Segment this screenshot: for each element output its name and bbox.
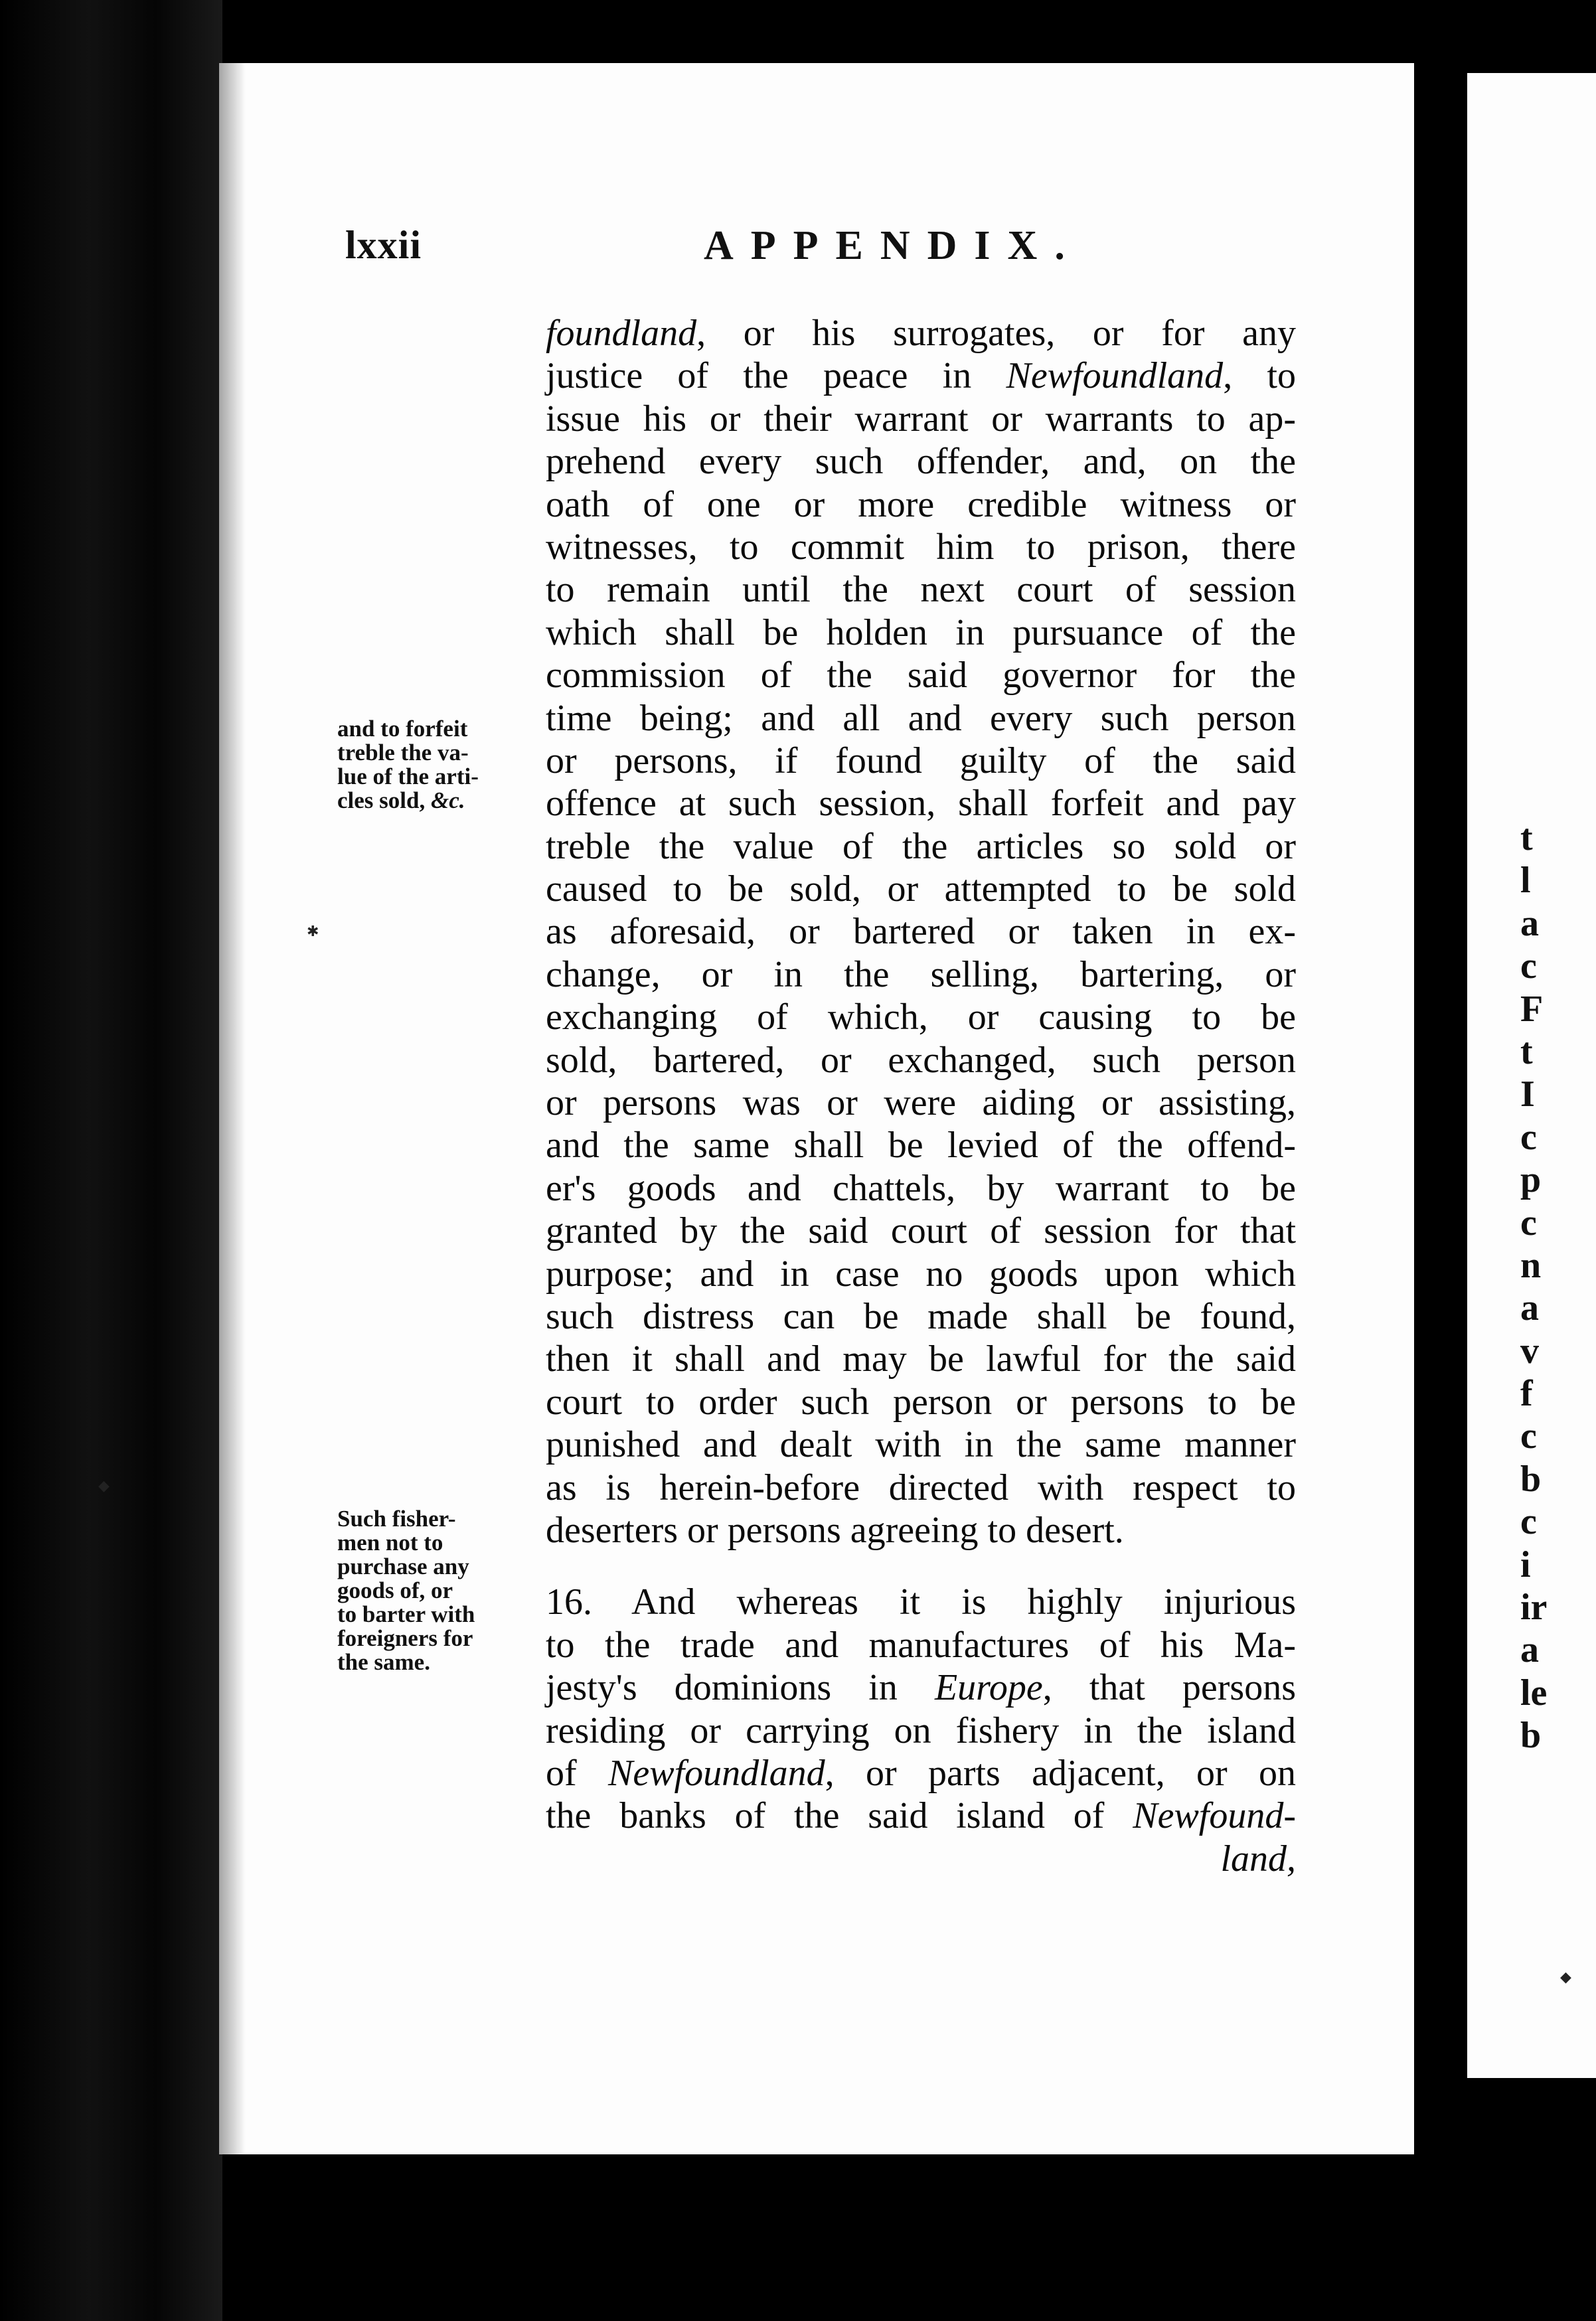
text-line: offence at such session, shall forfeit and pay — [546, 783, 1296, 825]
running-title: APPENDIX. — [704, 223, 1082, 268]
text-line: change, or in the selling, bartering, or — [546, 953, 1296, 995]
text-line: issue his or their warrant or warrants to ap- — [546, 398, 1296, 440]
margin-note-line: Such fisher- — [337, 1506, 456, 1532]
text-line: to remain until the next court of session — [546, 569, 1296, 611]
text-line: or persons was or were aiding or assisting, — [546, 1082, 1296, 1124]
text-line: oath of one or more credible witness or — [546, 483, 1296, 525]
facing-page-letter: F — [1520, 988, 1544, 1030]
margin-note-line: men not to — [337, 1530, 443, 1556]
facing-page-letter: ir — [1520, 1587, 1548, 1629]
text-line: or persons, if found guilty of the said — [546, 740, 1296, 781]
page-binding-shadow — [219, 63, 246, 2154]
facing-page-letter: b — [1520, 1715, 1542, 1757]
text-line: er's goods and chattels, by warrant to be — [546, 1167, 1296, 1209]
text-line: such distress can be made shall be found, — [546, 1295, 1296, 1337]
body-text — [546, 312, 1296, 1880]
facing-page-letters — [1520, 817, 1547, 1757]
text-line: to the trade and manufactures of his Ma- — [546, 1624, 1296, 1666]
text-line: sold, bartered, or exchanged, such person — [546, 1039, 1296, 1081]
facing-page-letter: c — [1520, 1116, 1537, 1158]
text-line: caused to be sold, or attempted to be sold — [546, 868, 1296, 910]
facing-page-letter: b — [1520, 1458, 1542, 1500]
margin-note-line: cles sold, &c. — [337, 787, 465, 813]
facing-page-letter: f — [1520, 1373, 1533, 1415]
margin-note-line: foreigners for — [337, 1625, 473, 1651]
margin-note-line: goods of, or — [337, 1577, 453, 1603]
page-number: lxxii — [345, 223, 422, 267]
text-line: commission of the said governor for the — [546, 655, 1296, 696]
scan-speck: ◆ — [98, 1477, 110, 1494]
margin-note-line: treble the va- — [337, 740, 469, 765]
text-line: 16. And whereas it is highly injurious — [546, 1581, 1296, 1623]
facing-page-letter: a — [1520, 1287, 1539, 1329]
facing-page-letter: a — [1520, 1629, 1539, 1671]
scan-speck: ✱ — [307, 923, 319, 939]
margin-note-line: and to forfeit — [337, 716, 468, 742]
facing-page-letter: n — [1520, 1244, 1542, 1286]
scan-left-edge — [0, 0, 222, 2321]
facing-page-letter: v — [1520, 1330, 1539, 1372]
facing-page-letter: I — [1520, 1074, 1535, 1115]
text-line: court to order such person or persons to be — [546, 1381, 1296, 1423]
text-line: witnesses, to commit him to prison, there — [546, 526, 1296, 568]
facing-page-edge — [1467, 73, 1596, 2078]
text-line: punished and dealt with in the same manner — [546, 1424, 1296, 1466]
paragraph-1 — [546, 312, 1296, 1552]
facing-page-letter: t — [1520, 1030, 1533, 1072]
margin-note-line: lue of the arti- — [337, 763, 479, 789]
text-line: purpose; and in case no goods upon which — [546, 1253, 1296, 1295]
text-line: exchanging of which, or causing to be — [546, 997, 1296, 1038]
catchword: land, — [1220, 1838, 1296, 1880]
facing-page-letter: p — [1520, 1159, 1542, 1201]
margin-note-line: to barter with — [337, 1601, 475, 1627]
paragraph-gap — [546, 1552, 1296, 1581]
facing-page-letter: a — [1520, 902, 1539, 944]
margin-note-line: the same. — [337, 1649, 430, 1675]
text-line: then it shall and may be lawful for the said — [546, 1338, 1296, 1380]
paragraph-2 — [546, 1581, 1296, 1837]
facing-page-letter: c — [1520, 1415, 1537, 1457]
facing-page-letter: i — [1520, 1544, 1531, 1585]
text-line: which shall be holden in pursuance of the — [546, 611, 1296, 653]
text-line: justice of the peace in Newfoundland, to — [546, 355, 1296, 397]
text-line: the banks of the said island of Newfound- — [546, 1795, 1296, 1837]
facing-page-letter: c — [1520, 1501, 1537, 1543]
text-line: and the same shall be levied of the offend- — [546, 1125, 1296, 1166]
text-line: residing or carrying on fishery in the island — [546, 1710, 1296, 1751]
facing-page-letter: l — [1520, 860, 1531, 902]
page-gutter — [1414, 0, 1467, 2321]
margin-note-line: purchase any — [337, 1554, 469, 1579]
text-line: as is herein-before directed with respect to — [546, 1467, 1296, 1508]
text-line: foundland, or his surrogates, or for any — [546, 313, 1296, 354]
text-line: granted by the said court of session for that — [546, 1210, 1296, 1252]
text-line: jesty's dominions in Europe, that persons — [546, 1667, 1296, 1709]
facing-page-letter: c — [1520, 945, 1537, 987]
text-line: deserters or persons agreeing to desert. — [546, 1509, 1124, 1551]
facing-page-letter: t — [1520, 817, 1533, 858]
text-line: as aforesaid, or bartered or taken in ex- — [546, 911, 1296, 953]
text-line: time being; and all and every such person — [546, 697, 1296, 739]
facing-page-letter: le — [1520, 1672, 1548, 1714]
scan-speck: ◆ — [1560, 1968, 1571, 1985]
margin-note-fishermen — [337, 1507, 517, 1674]
text-line: of Newfoundland, or parts adjacent, or on — [546, 1752, 1296, 1794]
text-line: treble the value of the articles so sold or — [546, 825, 1296, 867]
page-header — [0, 222, 1596, 276]
facing-page-letter: c — [1520, 1202, 1537, 1243]
text-line: prehend every such offender, and, on the — [546, 441, 1296, 483]
margin-note-forfeit — [337, 717, 517, 813]
